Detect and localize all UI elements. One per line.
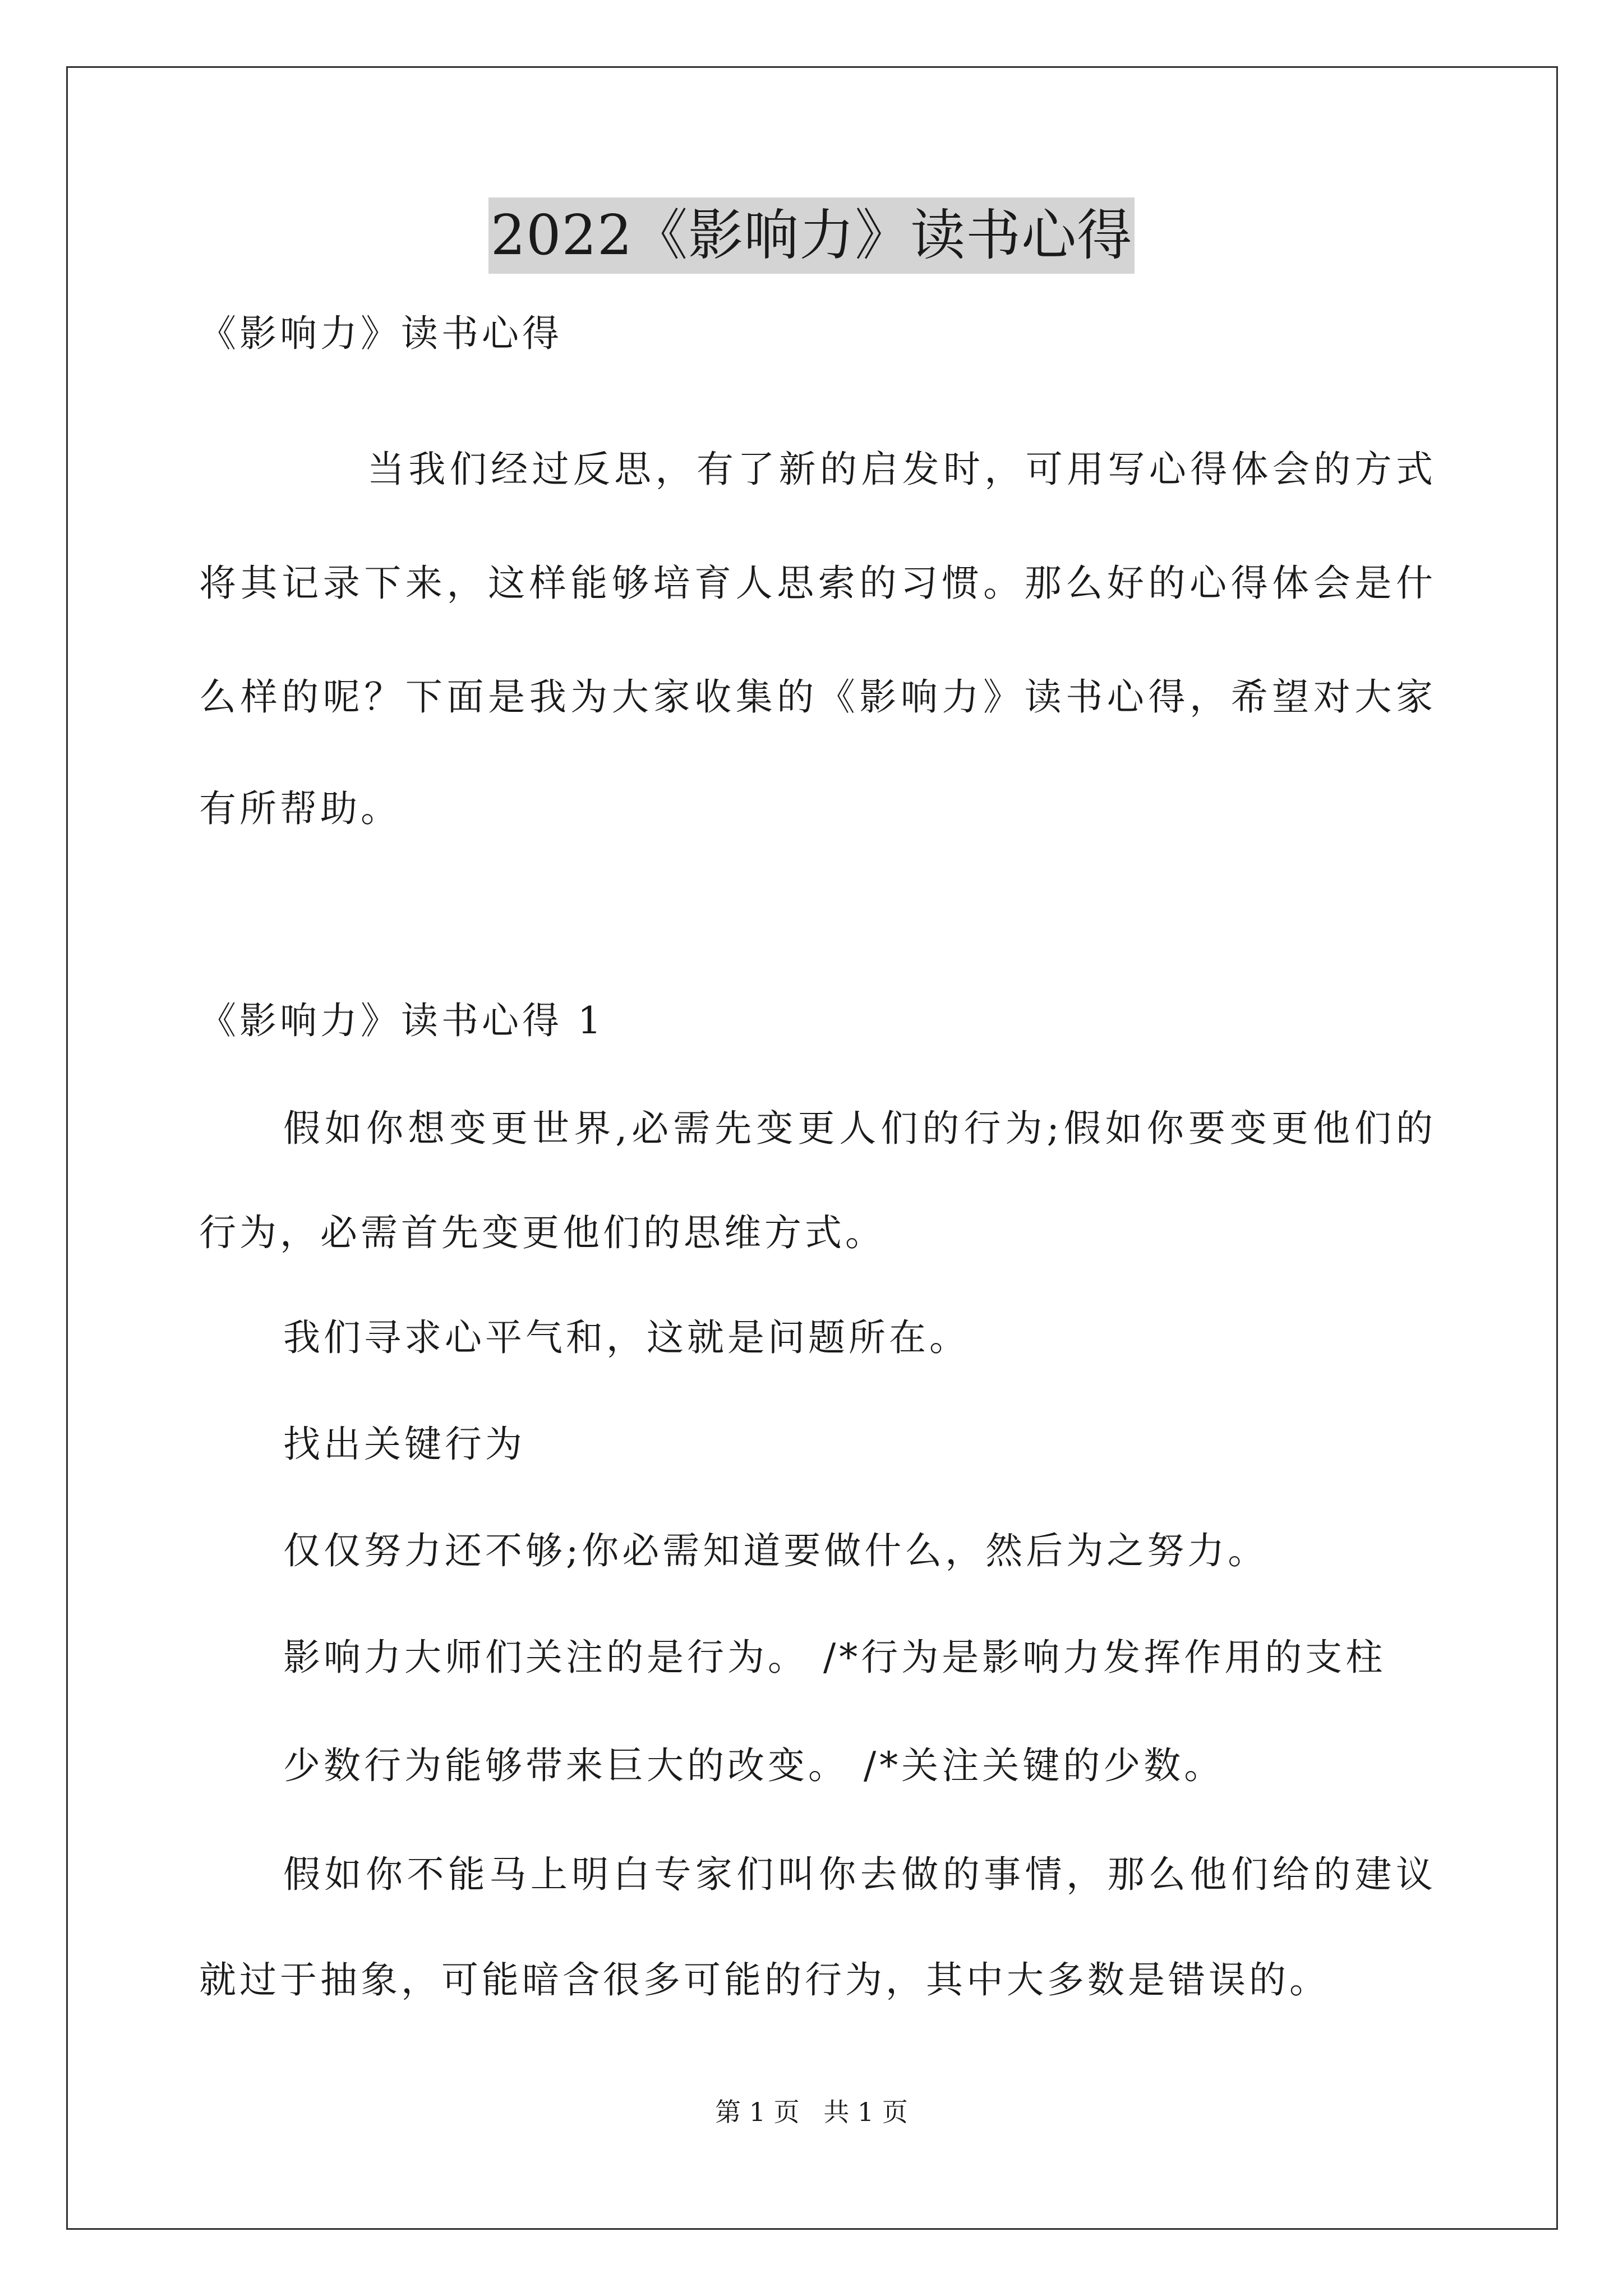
intro-line-2: 将其记录下来，这样能够培育人思索的习惯。那么好的心得体会是什 [199,562,1433,605]
intro-line-3: 么样的呢？下面是我为大家收集的《影响力》读书心得，希望对大家 [199,675,1433,719]
section-line-2: 行为，必需首先变更他们的思维方式。 [199,1211,886,1254]
section-line-3: 我们寻求心平气和，这就是问题所在。 [283,1316,970,1359]
subtitle: 《影响力》读书心得 [199,312,562,355]
section-line-9: 就过于抽象，可能暗含很多可能的行为，其中大多数是错误的。 [199,1958,1330,2001]
page-total: 共 1 页 [823,2097,908,2127]
section-line-6: 影响力大师们关注的是行为。 /*行为是影响力发挥作用的支柱 [283,1636,1386,1679]
document-title: 2022《影响力》读书心得 [488,197,1135,274]
section-line-7: 少数行为能够带来巨大的改变。 /*关注关键的少数。 [283,1744,1225,1787]
section-line-4: 找出关键行为 [283,1423,525,1466]
page-number: 第 1 页 [715,2097,800,2127]
page-footer [0,2095,1623,2129]
section-line-5: 仅仅努力还不够;你必需知道要做什么，然后为之努力。 [283,1529,1269,1572]
section-line-1: 假如你想变更世界,必需先变更人们的行为;假如你要变更他们的 [283,1107,1433,1150]
section-line-8: 假如你不能马上明白专家们叫你去做的事情，那么他们给的建议 [283,1853,1433,1896]
section-heading: 《影响力》读书心得 1 [199,999,605,1042]
intro-line-1: 当我们经过反思，有了新的启发时，可用写心得体会的方式 [367,448,1433,491]
intro-line-4: 有所帮助。 [199,787,401,830]
title-container [0,197,1623,274]
